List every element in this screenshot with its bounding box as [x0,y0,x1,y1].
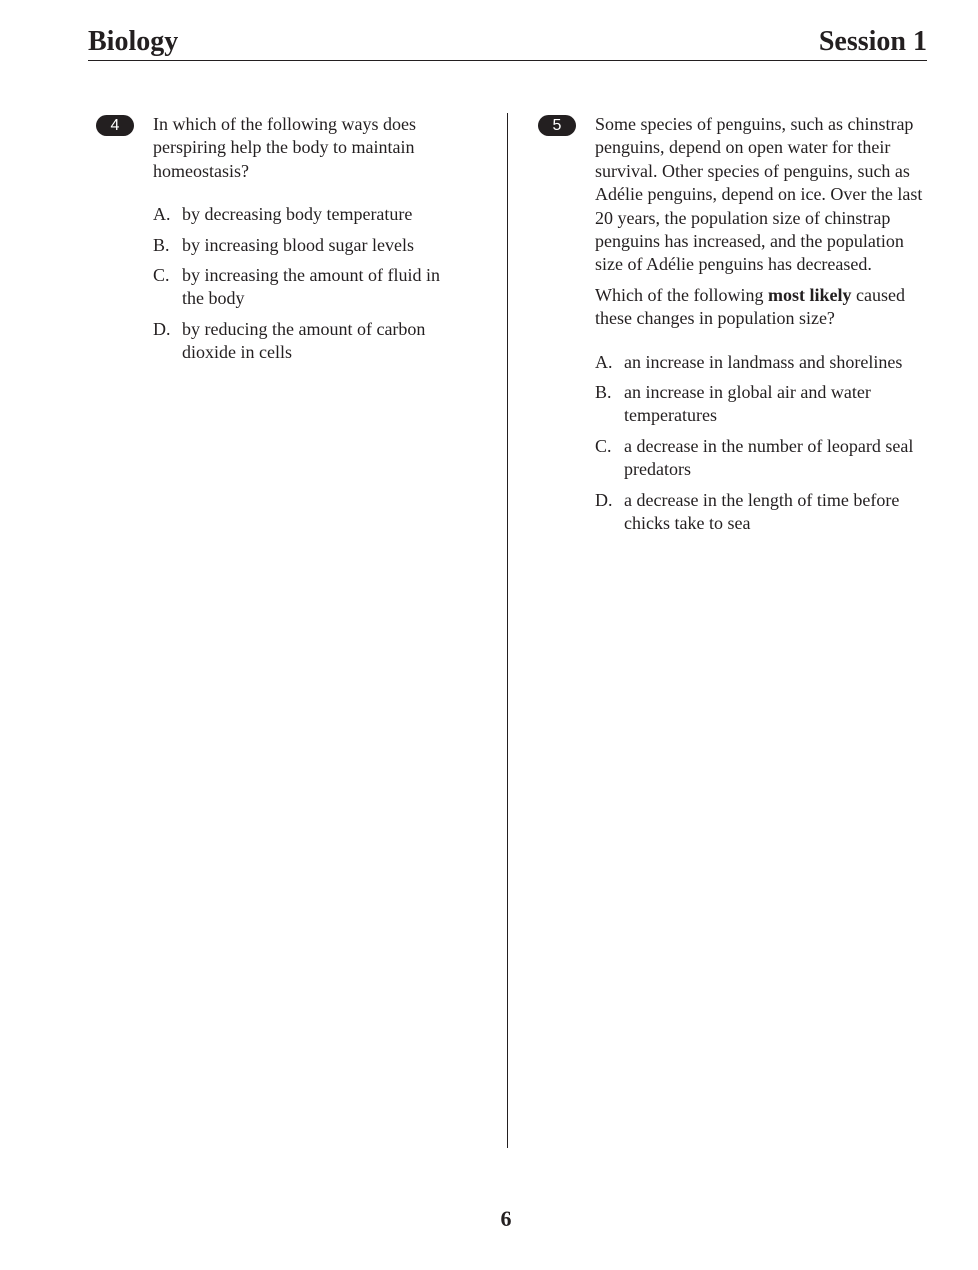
option-text: a decrease in the length of time before chicks take to sea [624,489,900,534]
prompt-emphasis: most likely [767,284,852,305]
question-stem [595,113,930,331]
option-text: by decreasing body temperature [182,204,413,225]
page-number: 6 [500,1206,512,1231]
option-text: an increase in global air and water temperatures [624,382,871,426]
answer-option-a[interactable] [153,203,466,226]
question-body [153,113,466,365]
answer-option-d[interactable] [153,318,466,365]
column-divider [507,113,508,1148]
question-number-badge: 5 [538,115,576,136]
answer-option-b[interactable] [153,234,466,257]
option-letter: B. [595,382,612,403]
question-prompt [595,284,930,331]
option-text: by increasing blood sugar levels [182,234,414,255]
answer-option-d[interactable] [595,489,930,536]
question-4 [96,113,466,372]
option-letter: C. [595,435,612,456]
answer-option-c[interactable] [153,264,466,311]
answer-option-b[interactable] [595,381,930,428]
option-letter: C. [153,265,170,286]
option-letter: A. [153,204,171,225]
answer-options [595,351,930,536]
option-letter: B. [153,234,170,255]
question-5 [538,113,930,543]
answer-option-c[interactable] [595,435,930,482]
question-number-badge: 4 [96,115,134,136]
question-body [595,113,930,536]
session-label: Session 1 [818,26,927,57]
subject-title: Biology [88,26,179,57]
page-header [88,24,927,61]
prompt-text-pre: Which of the following [595,284,768,305]
option-text: by reducing the amount of carbon dioxide in cells [182,318,426,363]
option-letter: A. [595,351,613,372]
option-letter: D. [153,318,171,339]
option-text: a decrease in the number of leopard seal predators [624,435,914,480]
question-passage: Some species of penguins, such as chinstrap penguins, depend on open water for their survival. Other species of penguins, such as Adélie penguins, depend on ice. Over the last 20 years, the population size of chinstrap penguins has increased, and the population size of Adélie penguins has decreased. [595,114,923,275]
option-letter: D. [595,489,613,510]
answer-option-a[interactable] [595,351,930,374]
question-stem-text: In which of the following ways does perspiring help the body to maintain homeostasis? [153,114,416,181]
prompt-text-post: caused these changes in population size? [595,284,905,329]
question-stem [153,113,466,183]
option-text: by increasing the amount of fluid in the body [182,265,440,309]
answer-options [153,203,466,364]
option-text: an increase in landmass and shorelines [624,351,903,372]
